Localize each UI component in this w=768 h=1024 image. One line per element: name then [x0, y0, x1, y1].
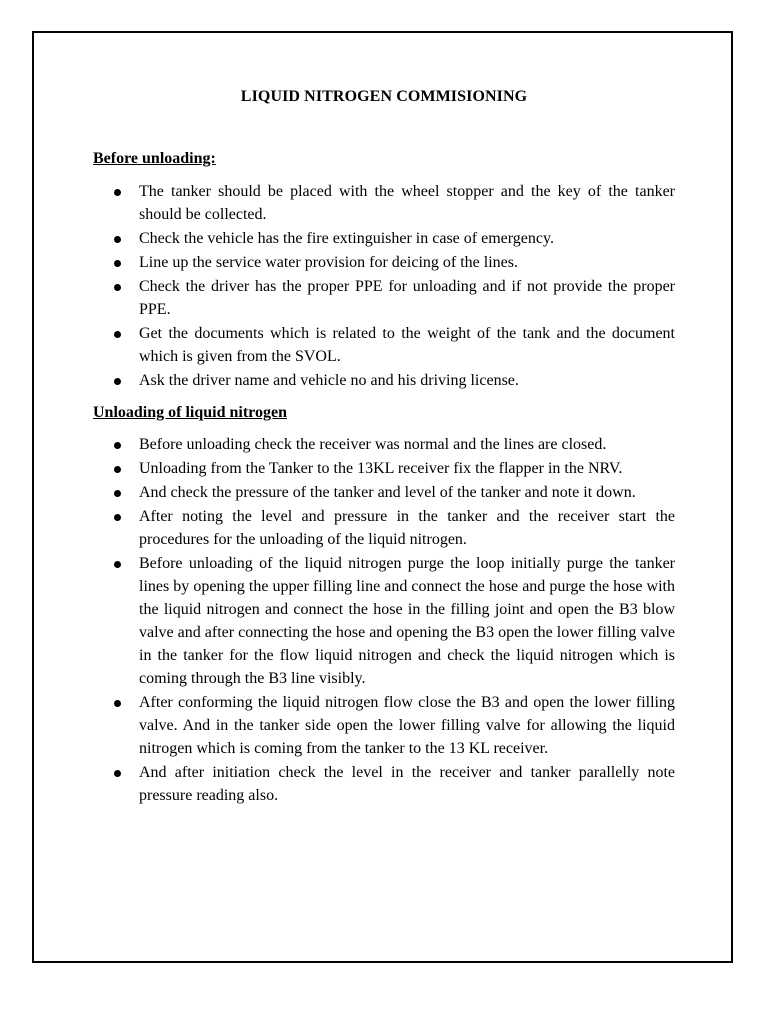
bullet-icon — [114, 514, 121, 521]
bullet-icon — [114, 331, 121, 338]
list-item — [93, 552, 675, 690]
list-item — [93, 251, 675, 274]
list-item — [93, 433, 675, 456]
bullet-list-before-unloading — [93, 180, 675, 392]
list-item-text: Unloading from the Tanker to the 13KL receiver fix the flapper in the NRV. — [139, 460, 623, 477]
bullet-icon — [114, 466, 121, 473]
document-title: LIQUID NITROGEN COMMISIONING — [240, 88, 528, 105]
list-item-text: Check the driver has the proper PPE for unloading and if not provide the proper PPE. — [139, 278, 675, 318]
list-item-text: The tanker should be placed with the wheel stopper and the key of the tanker should be collected. — [139, 183, 675, 223]
list-item-text: And check the pressure of the tanker and level of the tanker and note it down. — [139, 484, 636, 501]
bullet-icon — [114, 700, 121, 707]
bullet-icon — [114, 561, 121, 568]
list-item — [93, 369, 675, 392]
list-item-text: Line up the service water provision for deicing of the lines. — [139, 254, 518, 271]
list-item — [93, 227, 675, 250]
bullet-icon — [114, 442, 121, 449]
list-item — [93, 481, 675, 504]
list-item-text: Ask the driver name and vehicle no and his driving license. — [139, 372, 519, 389]
bullet-list-unloading-of-liquid-nitrogen — [93, 433, 675, 807]
bullet-icon — [114, 236, 121, 243]
list-item — [93, 275, 675, 321]
list-item-text: After noting the level and pressure in the tanker and the receiver start the procedures for the unloading of the liquid nitrogen. — [139, 508, 675, 548]
bullet-icon — [114, 378, 121, 385]
document-body — [93, 86, 675, 808]
list-item-text: After conforming the liquid nitrogen flow close the B3 and open the lower filling valve. And in the tanker side open the lower filling valve for allowing the liquid nitrogen which is coming from the tanker to the 13 KL receiver. — [139, 694, 675, 757]
list-item-text: Get the documents which is related to the weight of the tank and the document which is given from the SVOL. — [139, 325, 675, 365]
list-item — [93, 322, 675, 368]
list-item-text: Check the vehicle has the fire extinguisher in case of emergency. — [139, 230, 554, 247]
list-item — [93, 457, 675, 480]
bullet-icon — [114, 770, 121, 777]
list-item-text: Before unloading of the liquid nitrogen purge the loop initially purge the tanker lines by opening the upper filling line and connect the hose and purge the hose with the liquid nitrogen and connect the hose in the filling joint and open the B3 blow valve and after connecting the hose and opening the B3 open the lower filling valve in the tanker for the flow liquid nitrogen and check the liquid nitrogen which is coming through the B3 line visibly. — [139, 555, 675, 687]
list-item — [93, 691, 675, 760]
bullet-icon — [114, 189, 121, 196]
list-item — [93, 505, 675, 551]
bullet-icon — [114, 260, 121, 267]
list-item — [93, 761, 675, 807]
list-item — [93, 180, 675, 226]
section-heading-unloading-of-liquid-nitrogen: Unloading of liquid nitrogen — [93, 404, 287, 421]
bullet-icon — [114, 284, 121, 291]
section-heading-before-unloading: Before unloading: — [93, 150, 216, 167]
list-item-text: And after initiation check the level in the receiver and tanker parallelly note pressure reading also. — [139, 764, 675, 804]
list-item-text: Before unloading check the receiver was normal and the lines are closed. — [139, 436, 607, 453]
bullet-icon — [114, 490, 121, 497]
